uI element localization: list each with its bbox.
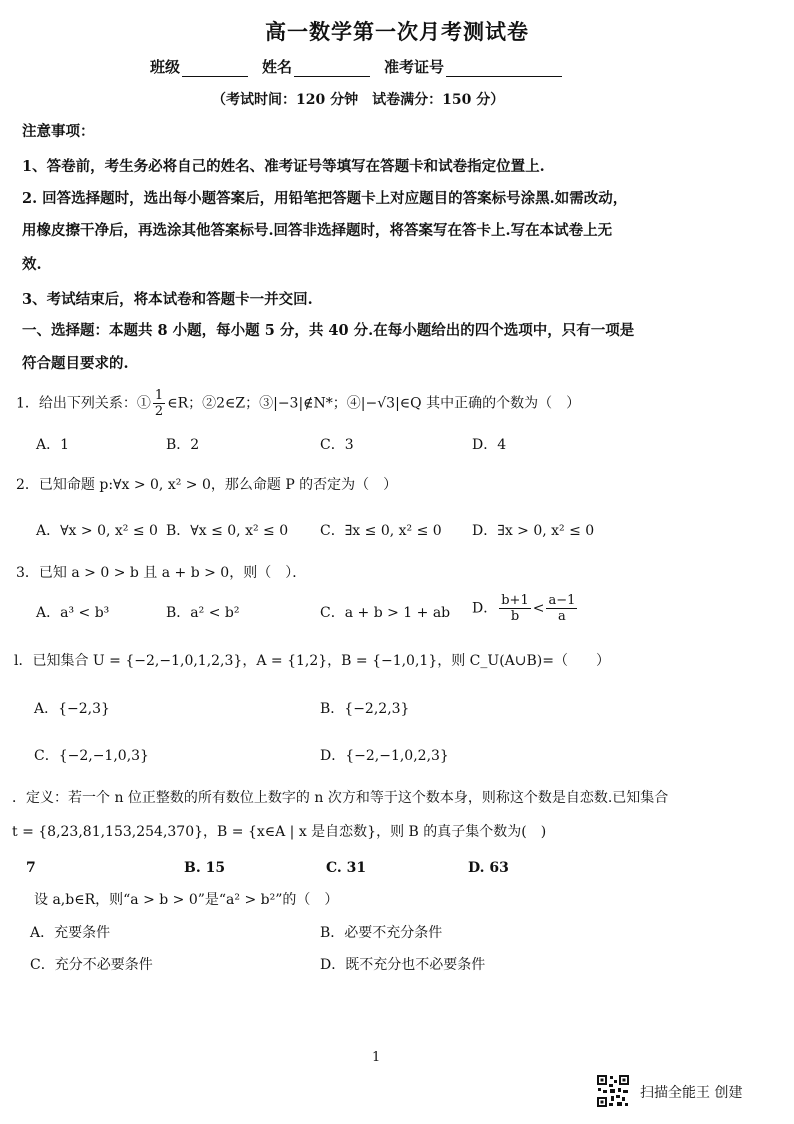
q1-option-c: C．3 [320,437,354,453]
q1-option-b: B．2 [166,437,200,453]
question-5-line-2: t = {8,23,81,153,254,370}，B = {x∈A | x 是自恋数}，则 B 的真子集个数为( ) [12,824,547,840]
q5-option-c: C. 31 [326,860,367,876]
ticket-blank [446,60,562,77]
question-1-stem [16,389,580,418]
q4-option-a: A．{−2,3} [34,701,110,717]
q5-option-b: B. 15 [184,860,226,876]
q1-frac-num: 1 [154,388,164,403]
scanner-watermark: 扫描全能王 创建 [640,1085,743,1101]
question-3-stem: 3．已知 a > 0 > b 且 a + b > 0，则（ ）． [16,565,307,581]
q3-option-a: A．a³ < b³ [36,605,110,621]
note-3: 3、考试结束后，将本试卷和答题卡一并交回. [22,291,313,308]
q5-option-a: 7 [26,860,36,876]
q3-d-prefix: D． [472,600,498,617]
q3-option-d [472,594,579,623]
q3-d-relation: < [532,600,545,617]
q6-option-d: D．既不充分也不必要条件 [320,957,486,973]
question-6-stem: 设 a,b∈R，则“a > b > 0”是“a² > b²”的（ ） [34,892,339,908]
q4-option-d: D．{−2,−1,0,2,3} [320,748,449,764]
note-2-line-3: 效. [22,256,42,273]
page-number: 1 [372,1050,381,1065]
q1-option-d: D．4 [472,437,507,453]
q1-rest: ∈R；②2∈Z；③|−3|∉N*；④|−√3|∈Q 其中正确的个数为（ ） [167,395,581,412]
q3-option-b: B．a² < b² [166,605,240,621]
q6-option-a: A．充要条件 [30,925,111,941]
q2-option-c: C．∃x ≤ 0, x² ≤ 0 [320,523,442,539]
class-blank [182,60,248,77]
q3-option-c: C．a + b > 1 + ab [320,605,451,621]
class-label: 班级 [150,58,181,76]
question-2-stem: 2．已知命题 p:∀x > 0, x² > 0，那么命题 P 的否定为（ ） [16,477,398,493]
q3-d-num-2: a−1 [548,593,576,608]
q4-option-b: B．{−2,2,3} [320,701,410,717]
name-label: 姓名 [262,58,293,76]
section-heading-line-1: 一、选择题：本题共 8 小题，每小题 5 分，共 40 分.在每小题给出的四个选项中，只有一项是 [22,322,635,339]
q3-d-den-1: b [510,609,520,624]
section-heading-line-2: 符合题目要求的. [22,355,129,372]
notes-heading: 注意事项： [22,123,95,140]
q6-option-c: C．充分不必要条件 [30,957,153,973]
q3-d-fraction-left [499,594,531,623]
q3-d-fraction-right [546,594,577,623]
student-info-fields [150,56,576,77]
note-2-line-1: 2. 回答选择题时，选出每小题答案后，用铅笔把答题卡上对应题目的答案标号涂黑.如需改动， [22,190,628,207]
q1-fraction [153,389,165,418]
name-blank [294,60,370,77]
qr-code-icon [596,1074,630,1108]
q4-option-c: C．{−2,−1,0,3} [34,748,149,764]
page-title: 高一数学第一次月考测试卷 [265,19,529,44]
q1-prefix: 1．给出下列关系：① [16,395,151,412]
ticket-label: 准考证号 [384,58,445,76]
q6-option-b: B．必要不充分条件 [320,925,443,941]
q1-frac-den: 2 [154,404,164,419]
question-4-stem: l．已知集合 U = {−2,−1,0,1,2,3}，A = {1,2}，B = {−1,0,1}，则 C_U(A∪B)=（ ） [14,653,610,669]
q2-option-a: A．∀x > 0, x² ≤ 0 [36,523,158,539]
q2-option-b: B．∀x ≤ 0, x² ≤ 0 [166,523,289,539]
note-2-line-2: 用橡皮擦干净后，再选涂其他答案标号.回答非选择题时，将答案写在答卡上.写在本试卷上无 [22,222,613,239]
question-5-line-1: ．定义：若一个 n 位正整数的所有数位上数字的 n 次方和等于这个数本身，则称这个数是自恋数.已知集合 [12,790,669,806]
q5-option-d: D. 63 [468,860,509,876]
exam-time-info: （考试时间：120 分钟 试卷满分：150 分） [212,92,505,108]
q3-d-num-1: b+1 [501,593,529,608]
note-1: 1、答卷前，考生务必将自己的姓名、准考证号等填写在答题卡和试卷指定位置上. [22,158,545,175]
q1-option-a: A．1 [36,437,70,453]
q3-d-den-2: a [558,609,566,624]
q2-option-d: D．∃x > 0, x² ≤ 0 [472,523,595,539]
